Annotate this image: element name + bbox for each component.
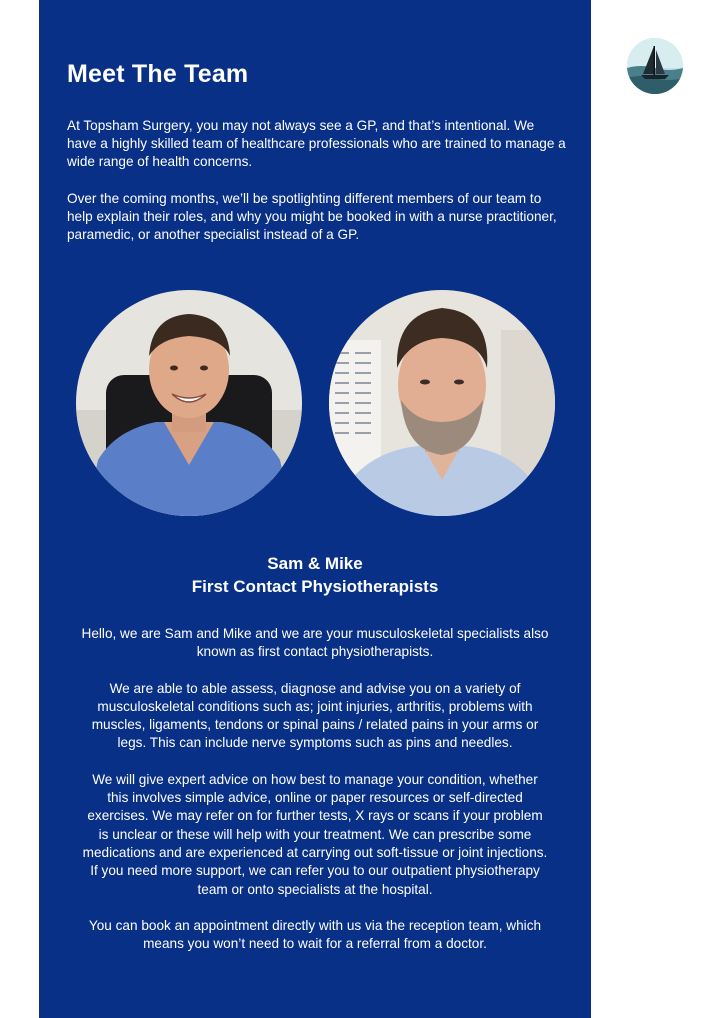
team-names: Sam & Mike <box>267 554 363 573</box>
intro-paragraph: At Topsham Surgery, you may not always see a GP, and that’s intentional. We have a highly skilled team of healthcare professionals who are trained to manage a wide range of health concerns. <box>67 118 566 170</box>
team-description <box>81 625 549 971</box>
team-paragraph: Hello, we are Sam and Mike and we are your musculoskeletal specialists also known as first contact physiotherapists. <box>81 626 549 660</box>
team-paragraph: We will give expert advice on how best to manage your condition, whether this involves simple advice, online or paper resources or self-directed exercises. We may refer on for further tests, X rays or scans if your problem is unclear or these will help with your treatment. We can prescribe some medications and are experienced at carrying out soft-tissue or joint injections. If you need more support, we can refer you to our outpatient physiotherapy team or onto specialists at the hospital. <box>82 771 548 897</box>
sailboat-logo <box>627 38 683 94</box>
team-heading <box>39 552 591 598</box>
sam-photo <box>76 290 302 516</box>
team-role: First Contact Physiotherapists <box>191 577 439 596</box>
intro-paragraph: Over the coming months, we’ll be spotlighting different members of our team to help explain their roles, and why you might be booked in with a nurse practitioner, paramedic, or another specialist instead of a GP. <box>67 190 557 243</box>
team-paragraph: You can book an appointment directly with us via the reception team, which means you won’t need to wait for a referral from a doctor. <box>88 917 542 952</box>
mike-photo <box>329 290 555 516</box>
page-title: Meet The Team <box>67 60 249 88</box>
intro-section <box>67 117 567 262</box>
team-paragraph: We are able to able assess, diagnose and advise you on a variety of musculoskeletal conditions such as; joint injuries, arthritis, problems with muscles, ligaments, tendons or spinal pains / related pains in your arms or legs. This can include nerve symptoms such as pins and needles. <box>91 680 539 751</box>
content-panel <box>39 0 591 1018</box>
